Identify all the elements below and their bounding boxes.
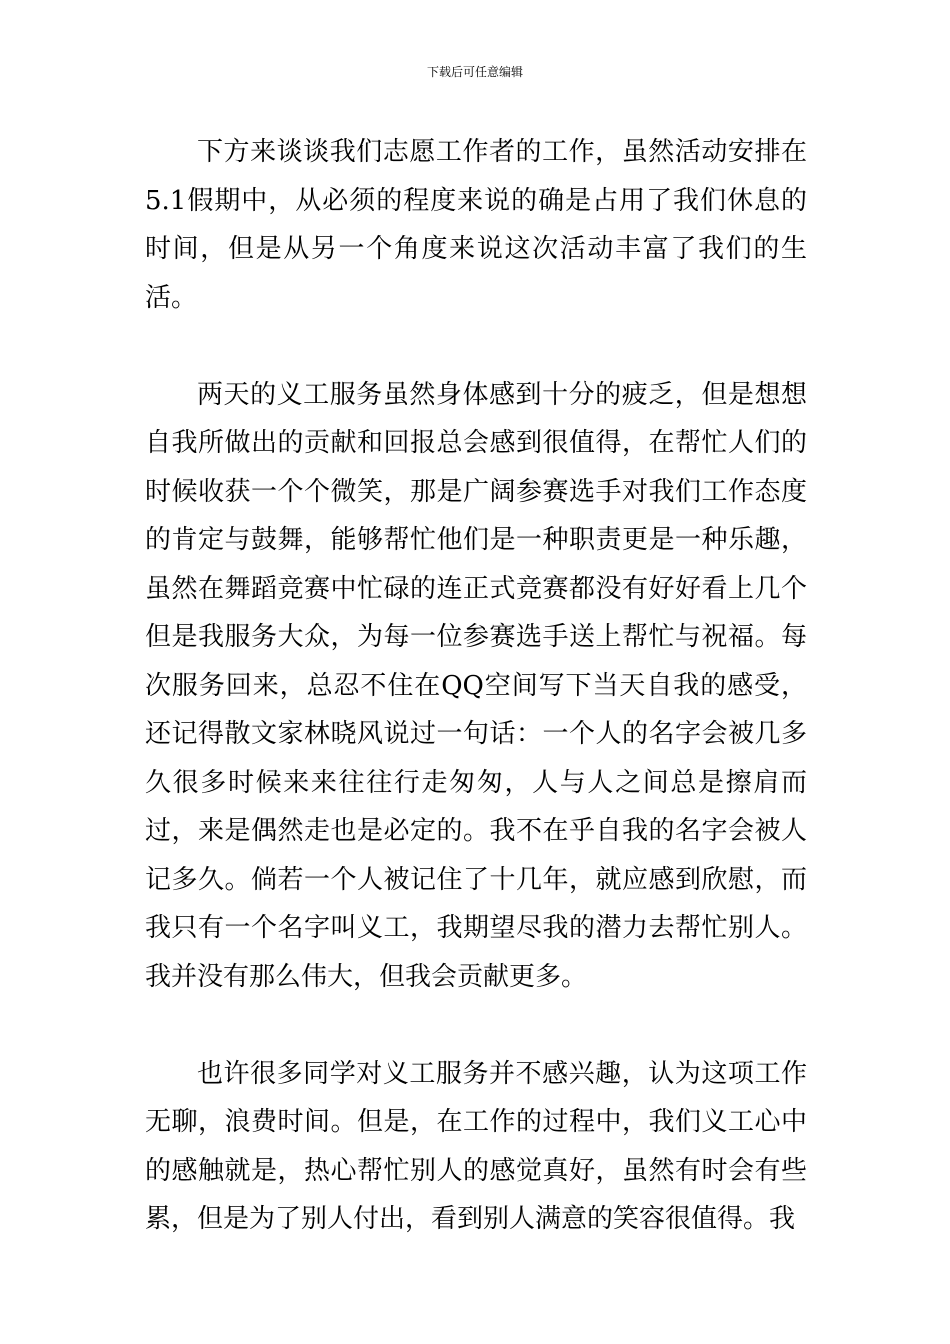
paragraph-gap: [145, 1001, 807, 1050]
paragraph: 也许很多同学对义工服务并不感兴趣，认为这项工作无聊，浪费时间。但是，在工作的过程中，我们义工心中的感触就是，热心帮忙别人的感觉真好，虽然有时会有些累，但是为了别人付出，看到别人满意的笑容很值得。我: [145, 1058, 807, 1234]
page-header: 下载后可任意编辑: [426, 65, 523, 79]
paragraph: 下方来谈谈我们志愿工作者的工作，虽然活动安排在5.1假期中，从必须的程度来说的确是占用了我们休息的时间，但是从另一个角度来说这次活动丰富了我们的生活。: [145, 137, 807, 313]
document-body: [145, 128, 807, 1244]
paragraph-gap: [145, 322, 807, 371]
paragraph: 两天的义工服务虽然身体感到十分的疲乏，但是想想自我所做出的贡献和回报总会感到很值得，在帮忙人们的时候收获一个个微笑，那是广阔参赛选手对我们工作态度的肯定与鼓舞，能够帮忙他们是一种职责更是一种乐趣，虽然在舞蹈竞赛中忙碌的连正式竞赛都没有好好看上几个但是我服务大众，为每一位参赛选手送上帮忙与祝福。每次服务回来，总忍不住在QQ空间写下当天自我的感受，还记得散文家林晓风说过一句话：一个人的名字会被几多久很多时候来来往往行走匆匆，人与人之间总是擦肩而过，来是偶然走也是必定的。我不在乎自我的名字会被人记多久。倘若一个人被记住了十几年，就应感到欣慰，而我只有一个名字叫义工，我期望尽我的潜力去帮忙别人。我并没有那么伟大，但我会贡献更多。: [145, 379, 807, 992]
